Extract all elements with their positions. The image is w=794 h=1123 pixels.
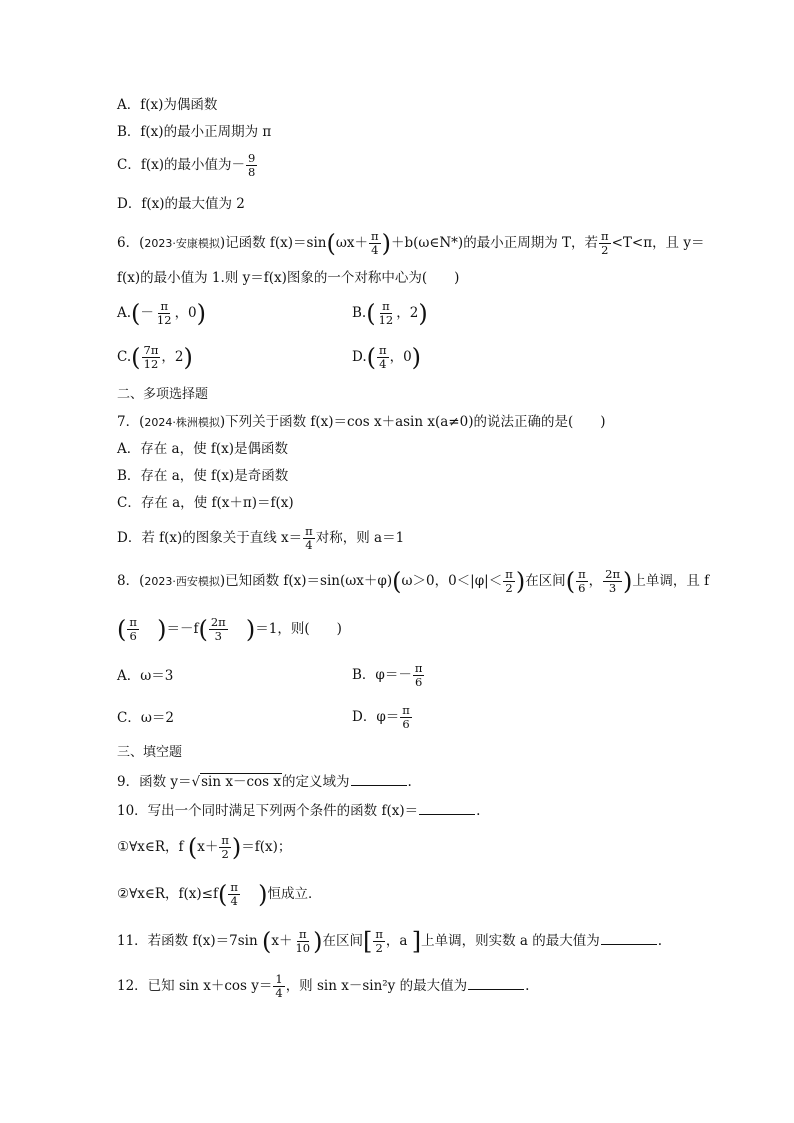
paren: (	[366, 299, 376, 328]
paren: )	[157, 615, 167, 644]
fraction: $\frac{\pi}{4}$	[379, 343, 387, 371]
paren: (	[187, 833, 198, 862]
q11-mid: 在区间	[322, 933, 363, 949]
paren: )	[313, 927, 323, 956]
paren: )	[411, 343, 422, 372]
answer-blank[interactable]	[419, 800, 475, 815]
paren: [	[362, 927, 373, 956]
paren: (	[565, 567, 576, 596]
q12-end: .	[525, 978, 530, 994]
q10-c2-post: 恒成立．	[267, 886, 322, 902]
fraction: $\frac{9}{8}$	[247, 151, 256, 179]
q8-number: 8．(	[117, 573, 145, 589]
q5-option-d: D．f(x)的最大值为 2	[117, 196, 245, 212]
paren: )	[623, 567, 633, 596]
paren: )	[231, 833, 242, 862]
paren: ]	[411, 927, 422, 956]
fraction: $\frac{\pi}{4}$	[305, 524, 313, 552]
q5-option-a: A．f(x)为偶函数	[117, 97, 218, 113]
q8-l2-tail: ＝1，则( )	[255, 621, 342, 637]
fraction: $\frac{\pi}{6}$	[402, 703, 410, 731]
minus: －	[140, 305, 154, 321]
fraction: $\frac{\pi}{12}$	[378, 299, 394, 327]
tail: ，0	[174, 305, 197, 321]
q6-stem	[117, 230, 704, 257]
q8-source: 2023·西安模拟	[144, 575, 220, 588]
q8-option-c: C．ω＝2	[117, 710, 174, 726]
q8-d-text: D．φ＝	[352, 709, 400, 725]
tail: ，0	[389, 349, 412, 365]
q11-post: 上单调，则实数 a 的最大值为	[421, 933, 600, 949]
q7-option-c: C．存在 a，使 f(x＋π)＝f(x)	[117, 495, 294, 511]
q11-arg: x＋	[271, 933, 293, 949]
paren: (	[366, 343, 377, 372]
q8-stem-line2	[117, 616, 342, 643]
q6-option-c	[117, 344, 193, 371]
option-label: B.	[352, 305, 367, 321]
q8-l2-mid: ＝－f	[166, 621, 199, 637]
q6-text-c: <T<π，且 y＝	[611, 235, 705, 251]
q7-option-b: B．存在 a，使 f(x)是奇函数	[117, 468, 289, 484]
fraction: $\frac{7\pi}{12}$	[143, 343, 159, 371]
q5-option-c	[117, 152, 258, 179]
q6-option-b	[352, 300, 428, 327]
q8-text-c: 上单调，且 f	[632, 573, 710, 589]
option-label: A.	[117, 305, 132, 321]
paren: )	[418, 299, 428, 328]
q9	[117, 771, 412, 792]
q9-pre: 9．函数 y＝	[117, 774, 192, 790]
q7-text: )下列关于函数 f(x)＝cos x＋asin x(a≠0)的说法正确的是( )	[219, 414, 606, 430]
q9-radicand: sin x－cos x	[201, 774, 281, 790]
fraction: $\frac{\pi}{12}$	[156, 299, 172, 327]
q8-b-text: B．φ＝－	[352, 667, 412, 683]
paren: )	[196, 299, 207, 328]
fraction: $\frac{\pi}{6}$	[578, 567, 586, 595]
paren: (	[117, 615, 127, 644]
fraction: $\frac{2\pi}{3}$	[605, 567, 620, 595]
answer-blank[interactable]	[601, 930, 657, 945]
paren: (	[198, 615, 208, 644]
q6-option-d	[352, 344, 421, 371]
paren: (	[131, 343, 141, 372]
q10-text: 10．写出一个同时满足下列两个条件的函数 f(x)＝	[117, 803, 419, 819]
fraction: $\frac{\pi}{6}$	[129, 615, 137, 643]
q6-stem-line2: f(x)的最小值为 1.则 y＝f(x)图象的一个对称中心为( )	[117, 270, 460, 286]
paren: (	[392, 567, 402, 596]
q7-source: 2024·株洲模拟	[144, 416, 220, 429]
q6-text-a: )记函数 f(x)＝sin	[219, 235, 327, 251]
fraction: $\frac{\pi}{4}$	[371, 229, 379, 257]
q6-number: 6．(	[117, 235, 145, 251]
fraction: $\frac{\pi}{2}$	[375, 927, 383, 955]
q10-c1-arg: x＋	[197, 839, 219, 855]
q7-option-a: A．存在 a，使 f(x)是偶函数	[117, 441, 289, 457]
q7-number: 7．(	[117, 414, 145, 430]
q5-c-text: C．f(x)的最小值为－	[117, 157, 245, 173]
q8-text-a: )已知函数 f(x)＝sin(ωx＋φ)	[219, 573, 393, 589]
q7-d-post: 对称，则 a＝1	[315, 530, 405, 546]
paren: )	[183, 343, 193, 372]
q8-stem: 8．(2023·西安模拟)已知函数 f(x)＝sin(ωx＋φ)(ω＞0，0＜|φ|＜ $\frac{\pi}{2}$ )在区间( $\frac{\pi}{6}$ ， $\frac{2\pi}{3}$ )上单调，且 f	[117, 567, 710, 596]
paren: )	[515, 567, 526, 596]
q12-pre: 12．已知 sin x＋cos y＝	[117, 978, 273, 994]
paren: )	[258, 880, 268, 909]
q11-pre: 11．若函数 f(x)＝7sin	[117, 933, 258, 949]
option-label: C.	[117, 349, 132, 365]
q5-option-b: B．f(x)的最小正周期为 π	[117, 124, 272, 140]
answer-blank[interactable]	[351, 771, 407, 786]
q7-option-d	[117, 525, 404, 552]
q10-c1-post: ＝f(x)；	[241, 839, 292, 855]
q8-cond: ω＞0，0＜|φ|＜	[401, 573, 503, 589]
paren: (	[326, 229, 336, 258]
fraction: $\frac{\pi}{2}$	[601, 229, 609, 257]
sqrt-icon: √	[191, 774, 201, 790]
q6-arg: ωx＋	[335, 235, 369, 251]
q6-source: 2023·安康模拟	[144, 237, 220, 250]
q10	[117, 800, 480, 821]
q10-condition-2	[117, 881, 321, 908]
fraction: $\frac{\pi}{2}$	[505, 567, 513, 595]
q8-text-b: 在区间	[525, 573, 566, 589]
tail: ，2	[396, 305, 419, 321]
paren: )	[245, 615, 256, 644]
section-heading-fill-blank: 三、填空题	[117, 745, 183, 760]
paren: (	[217, 880, 228, 909]
q7-d-text: D．若 f(x)的图象关于直线 x＝	[117, 530, 303, 546]
section-heading-multi-choice: 二、多项选择题	[117, 387, 209, 402]
fraction: $\frac{\pi}{6}$	[414, 661, 423, 689]
fraction: $\frac{\pi}{10}$	[295, 927, 311, 955]
q6-option-a	[117, 300, 206, 327]
q9-end: .	[407, 774, 412, 790]
q11	[117, 928, 662, 955]
fraction: $\frac{\pi}{2}$	[221, 833, 229, 861]
q9-post: 的定义域为	[282, 774, 350, 790]
paren: (	[131, 299, 141, 328]
option-label: D.	[352, 349, 367, 365]
q8-option-a: A．ω＝3	[117, 668, 174, 684]
fraction: $\frac{\pi}{4}$	[230, 880, 238, 908]
q11-interval-tail: ，a	[385, 933, 408, 949]
q12	[117, 973, 529, 1000]
q10-end: .	[476, 803, 481, 819]
paren: (	[261, 927, 272, 956]
q6-text-b: ＋b(ω∈N*)的最小正周期为 T，若	[390, 235, 598, 251]
q12-post: ，则 sin x－sin²y 的最大值为	[285, 978, 468, 994]
answer-blank[interactable]	[468, 975, 524, 990]
q10-condition-1	[117, 834, 291, 861]
paren: )	[381, 229, 391, 258]
q8-option-d	[352, 704, 413, 731]
q7-stem	[117, 412, 606, 433]
fraction: $\frac{1}{4}$	[275, 972, 283, 1000]
q8-option-b	[352, 662, 425, 689]
tail: ，2	[161, 349, 184, 365]
q10-c2-pre: ②∀x∈R，f(x)≤f	[117, 886, 218, 902]
q10-c1-pre: ①∀x∈R，f	[117, 839, 184, 855]
fraction: $\frac{2\pi}{3}$	[210, 615, 226, 643]
q11-end: .	[657, 933, 663, 949]
